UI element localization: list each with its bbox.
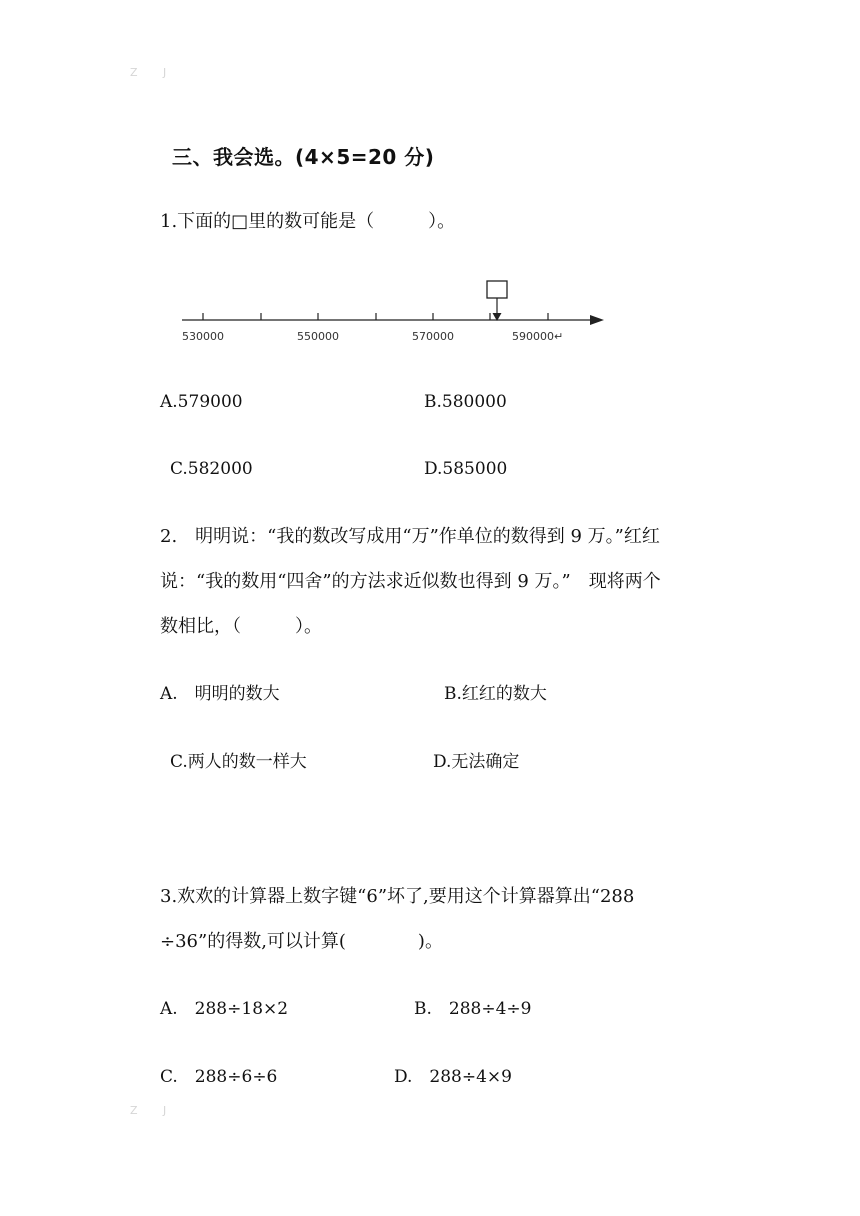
answer-box (487, 281, 507, 298)
question-3-line-1: 3.欢欢的计算器上数字键“6”坏了,要用这个计算器算出“288 (160, 886, 635, 907)
question-2-option-d[interactable]: D.无法确定 (433, 752, 520, 772)
question-3-option-c[interactable]: C. 288÷6÷6 (160, 1067, 278, 1087)
header-mark-left: Z (130, 66, 138, 79)
question-1-option-b[interactable]: B.580000 (424, 392, 507, 412)
tick-label-550000: 550000 (297, 330, 339, 343)
header-mark-right: J (163, 66, 167, 79)
question-3-line-2: ÷36”的得数,可以计算( )。 (160, 931, 443, 952)
number-line-arrowhead (590, 315, 604, 325)
question-2-option-c[interactable]: C.两人的数一样大 (170, 752, 307, 772)
footer-mark-right: J (163, 1104, 167, 1117)
tick-label-570000: 570000 (412, 330, 454, 343)
question-2-line-3: 数相比，（ ）。 (160, 616, 322, 637)
question-2-line-2: 说：“我的数用“四舍”的方法求近似数也得到 9 万。” 现将两个 (160, 571, 661, 592)
question-3-option-d[interactable]: D. 288÷4×9 (394, 1067, 512, 1087)
question-1-option-a[interactable]: A.579000 (160, 392, 243, 412)
tick-label-530000: 530000 (182, 330, 224, 343)
number-line-figure (170, 272, 610, 348)
question-1-option-d[interactable]: D.585000 (424, 459, 508, 479)
question-2-line-1: 2. 明明说：“我的数改写成用“万”作单位的数得到 9 万。”红红 (160, 526, 660, 547)
question-1-option-c[interactable]: C.582000 (170, 459, 253, 479)
question-2-option-a[interactable]: A. 明明的数大 (160, 684, 280, 704)
section-title: 三、我会选。(4×5=20 分) (172, 145, 435, 169)
footer-mark-left: Z (130, 1104, 138, 1117)
question-1-text: 1.下面的□里的数可能是（ ）。 (160, 211, 456, 232)
question-3-option-a[interactable]: A. 288÷18×2 (160, 999, 289, 1019)
tick-label-590000: 590000↵ (512, 330, 564, 343)
question-2-option-b[interactable]: B.红红的数大 (444, 684, 547, 704)
question-3-option-b[interactable]: B. 288÷4÷9 (414, 999, 532, 1019)
